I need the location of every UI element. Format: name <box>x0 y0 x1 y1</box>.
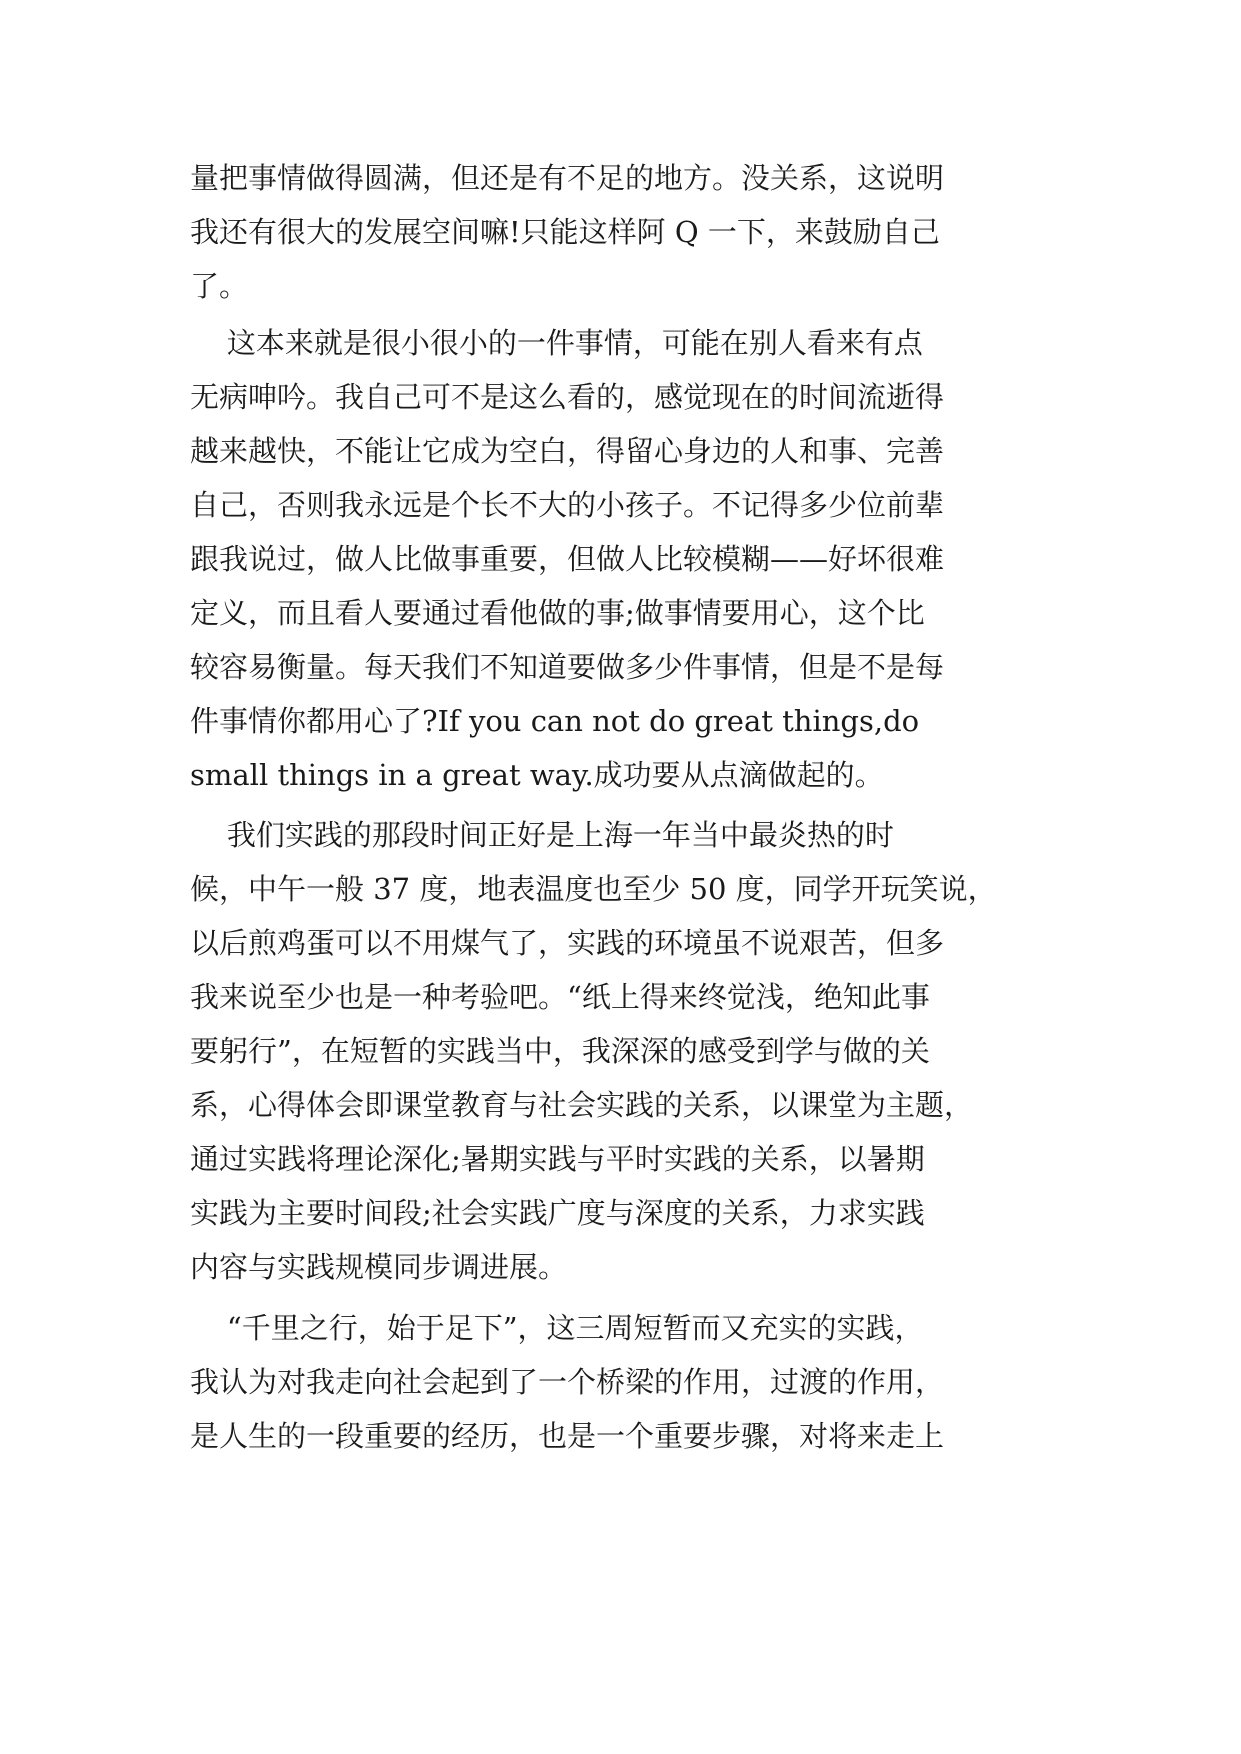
text-line: 我来说至少也是一种考验吧。“纸上得来终觉浅，绝知此事 <box>190 980 930 1014</box>
text-line: 我还有很大的发展空间嘛!只能这样阿 Q 一下，来鼓励自己 <box>190 215 940 249</box>
text-line: 越来越快，不能让它成为空白，得留心身边的人和事、完善 <box>190 434 945 468</box>
text-line: 这本来就是很小很小的一件事情，可能在别人看来有点 <box>190 326 923 360</box>
text-line: 跟我说过，做人比做事重要，但做人比较模糊——好坏很难 <box>190 542 945 576</box>
text-line: 我们实践的那段时间正好是上海一年当中最炎热的时 <box>190 818 894 852</box>
text-line: 以后煎鸡蛋可以不用煤气了，实践的环境虽不说艰苦，但多 <box>190 926 945 960</box>
text-line: 较容易衡量。每天我们不知道要做多少件事情，但是不是每 <box>190 650 945 684</box>
text-line: 系，心得体会即课堂教育与社会实践的关系，以课堂为主题， <box>190 1088 974 1122</box>
text-line: 我认为对我走向社会起到了一个桥梁的作用，过渡的作用， <box>190 1365 945 1399</box>
text-line: 量把事情做得圆满，但还是有不足的地方。没关系，这说明 <box>190 161 945 195</box>
text-line: 自己，否则我永远是个长不大的小孩子。不记得多少位前辈 <box>190 488 945 522</box>
text-line: 了。 <box>190 269 249 303</box>
text-line: 候，中午一般 37 度，地表温度也至少 50 度，同学开玩笑说， <box>190 872 997 906</box>
text-line: 是人生的一段重要的经历，也是一个重要步骤，对将来走上 <box>190 1419 945 1453</box>
text-line: 内容与实践规模同步调进展。 <box>190 1250 568 1284</box>
text-line: 实践为主要时间段;社会实践广度与深度的关系，力求实践 <box>190 1196 925 1230</box>
text-line: 定义，而且看人要通过看他做的事;做事情要用心，这个比 <box>190 596 925 630</box>
text-line: “千里之行，始于足下”，这三周短暂而又充实的实践， <box>190 1311 924 1345</box>
text-line: 通过实践将理论深化;暑期实践与平时实践的关系，以暑期 <box>190 1142 925 1176</box>
text-line: 无病呻吟。我自己可不是这么看的，感觉现在的时间流逝得 <box>190 380 945 414</box>
text-line: small things in a great way.成功要从点滴做起的。 <box>190 758 884 792</box>
text-line: 要躬行”，在短暂的实践当中，我深深的感受到学与做的关 <box>190 1034 930 1068</box>
text-line: 件事情你都用心了?If you can not do great things,do <box>190 704 920 738</box>
